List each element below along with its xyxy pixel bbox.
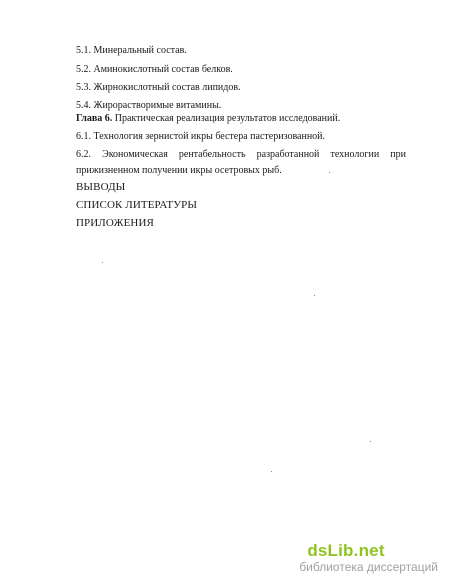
- toc-appendix: ПРИЛОЖЕНИЯ: [76, 217, 154, 229]
- toc-word: Экономическая: [102, 149, 168, 160]
- toc-word: разработанной: [256, 149, 320, 160]
- dslib-logo-tld: .net: [353, 541, 385, 560]
- toc-word: 6.2.: [76, 149, 91, 160]
- toc-word: при: [390, 149, 406, 160]
- chapter-6-label: Глава 6.: [76, 113, 113, 124]
- toc-references: СПИСОК ЛИТЕРАТУРЫ: [76, 199, 198, 211]
- dslib-logo-main: dsLib: [307, 541, 354, 560]
- scan-speck: [314, 295, 315, 296]
- dslib-logo: [299, 542, 438, 560]
- toc-item-5-1: 5.1. Минеральный состав.: [76, 45, 187, 56]
- toc-word: рентабельность: [178, 149, 246, 160]
- toc-item-6-2-line2: прижизненном получении икры осетровых рыб.: [76, 165, 282, 176]
- toc-item-5-3: 5.3. Жирнокислотный состав липидов.: [76, 82, 241, 93]
- toc-word: технологии: [330, 149, 380, 160]
- toc-item-6-1: 6.1. Технология зернистой икры бестера пастеризованной.: [76, 131, 326, 142]
- toc-item-chapter-6: [76, 113, 340, 125]
- scan-speck: [271, 471, 272, 472]
- toc-conclusions: ВЫВОДЫ: [76, 181, 126, 193]
- dslib-subtitle: библиотека диссертаций: [299, 560, 438, 574]
- scan-speck: [370, 441, 371, 442]
- toc-item-5-4: 5.4. Жирорастворимые витамины.: [76, 100, 222, 111]
- dslib-watermark: [299, 542, 438, 574]
- scan-speck: [329, 172, 330, 173]
- toc-item-6-2-line1: [76, 149, 406, 161]
- chapter-6-title: Практическая реализация результатов исследований.: [114, 113, 341, 124]
- toc-item-5-2: 5.2. Аминокислотный состав белков.: [76, 64, 233, 75]
- scan-speck: [102, 262, 103, 263]
